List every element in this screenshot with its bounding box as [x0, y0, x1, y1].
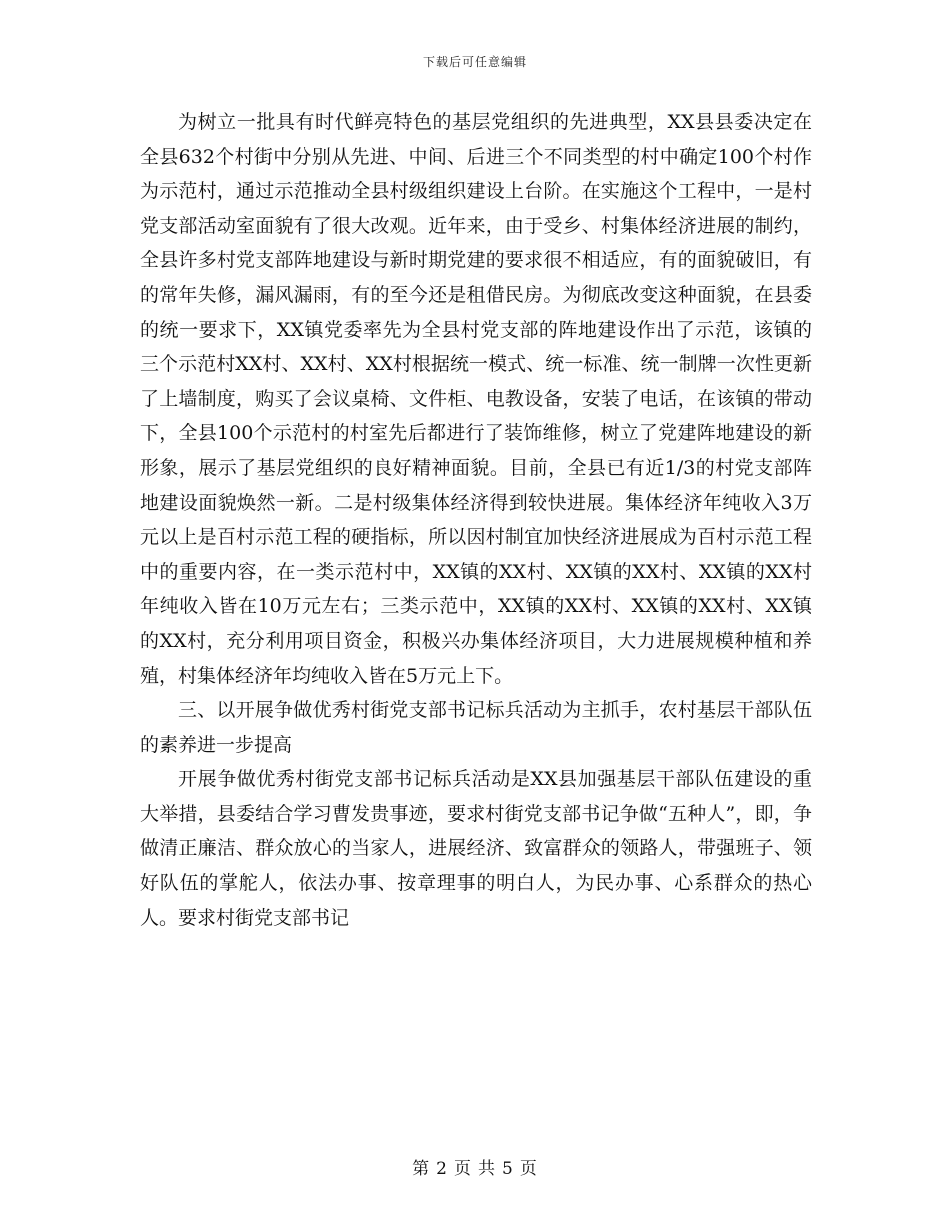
body-paragraph: 为树立一批具有时代鲜亮特色的基层党组织的先进典型，XX县县委决定在全县632个村街中分别从先进、中间、后进三个不同类型的村中确定100个村作为示范村，通过示范推动全县村级组织建设上台阶。在实施这个工程中，一是村党支部活动室面貌有了很大改观。近年来，由于受乡、村集体经济进展的制约，全县许多村党支部阵地建设与新时期党建的要求很不相适应，有的面貌破旧，有的常年失修，漏风漏雨，有的至今还是租借民房。为彻底改变这种面貌，在县委的统一要求下，XX镇党委率先为全县村党支部的阵地建设作出了示范，该镇的三个示范村XX村、XX村、XX村根据统一模式、统一标准、统一制牌一次性更新了上墙制度，购买了会议桌椅、文件柜、电教设备，安装了电话，在该镇的带动下，全县100个示范村的村室先后都进行了装饰维修，树立了党建阵地建设的新形象，展示了基层党组织的良好精神面貌。目前，全县已有近1/3的村党支部阵地建设面貌焕然一新。二是村级集体经济得到较快进展。集体经济年纯收入3万元以上是百村示范工程的硬指标，所以因村制宜加快经济进展成为百村示范工程中的重要内容，在一类示范村中，XX镇的XX村、XX镇的XX村、XX镇的XX村年纯收入皆在10万元左右；三类示范中，XX镇的XX村、XX镇的XX村、XX镇的XX村，充分利用项目资金，积极兴办集体经济项目，大力进展规模种植和养殖，村集体经济年均纯收入皆在5万元上下。	[140, 111, 812, 687]
body-paragraph: 开展争做优秀村街党支部书记标兵活动是XX县加强基层干部队伍建设的重大举措，县委结合学习曹发贵事迹，要求村街党支部书记争做“五种人”，即，争做清正廉洁、群众放心的当家人，进展经济、致富群众的领路人，带强班子、领好队伍的掌舵人，依法办事、按章理事的明白人，为民办事、心系群众的热心人。要求村街党支部书记	[140, 768, 812, 929]
section-heading: 三、以开展争做优秀村街党支部书记标兵活动为主抓手，农村基层干部队伍的素养进一步提高	[140, 699, 812, 756]
footer-prefix: 第	[412, 1159, 431, 1179]
footer-total-word: 共	[478, 1159, 496, 1179]
document-body	[140, 105, 812, 935]
page-header: 下载后可任意编辑	[422, 55, 527, 69]
footer-page-word: 页	[454, 1159, 472, 1179]
footer-suffix: 页	[519, 1159, 538, 1179]
footer-total-pages: 5	[502, 1159, 514, 1179]
footer-current-page: 2	[436, 1159, 448, 1179]
page-footer	[0, 1154, 950, 1179]
